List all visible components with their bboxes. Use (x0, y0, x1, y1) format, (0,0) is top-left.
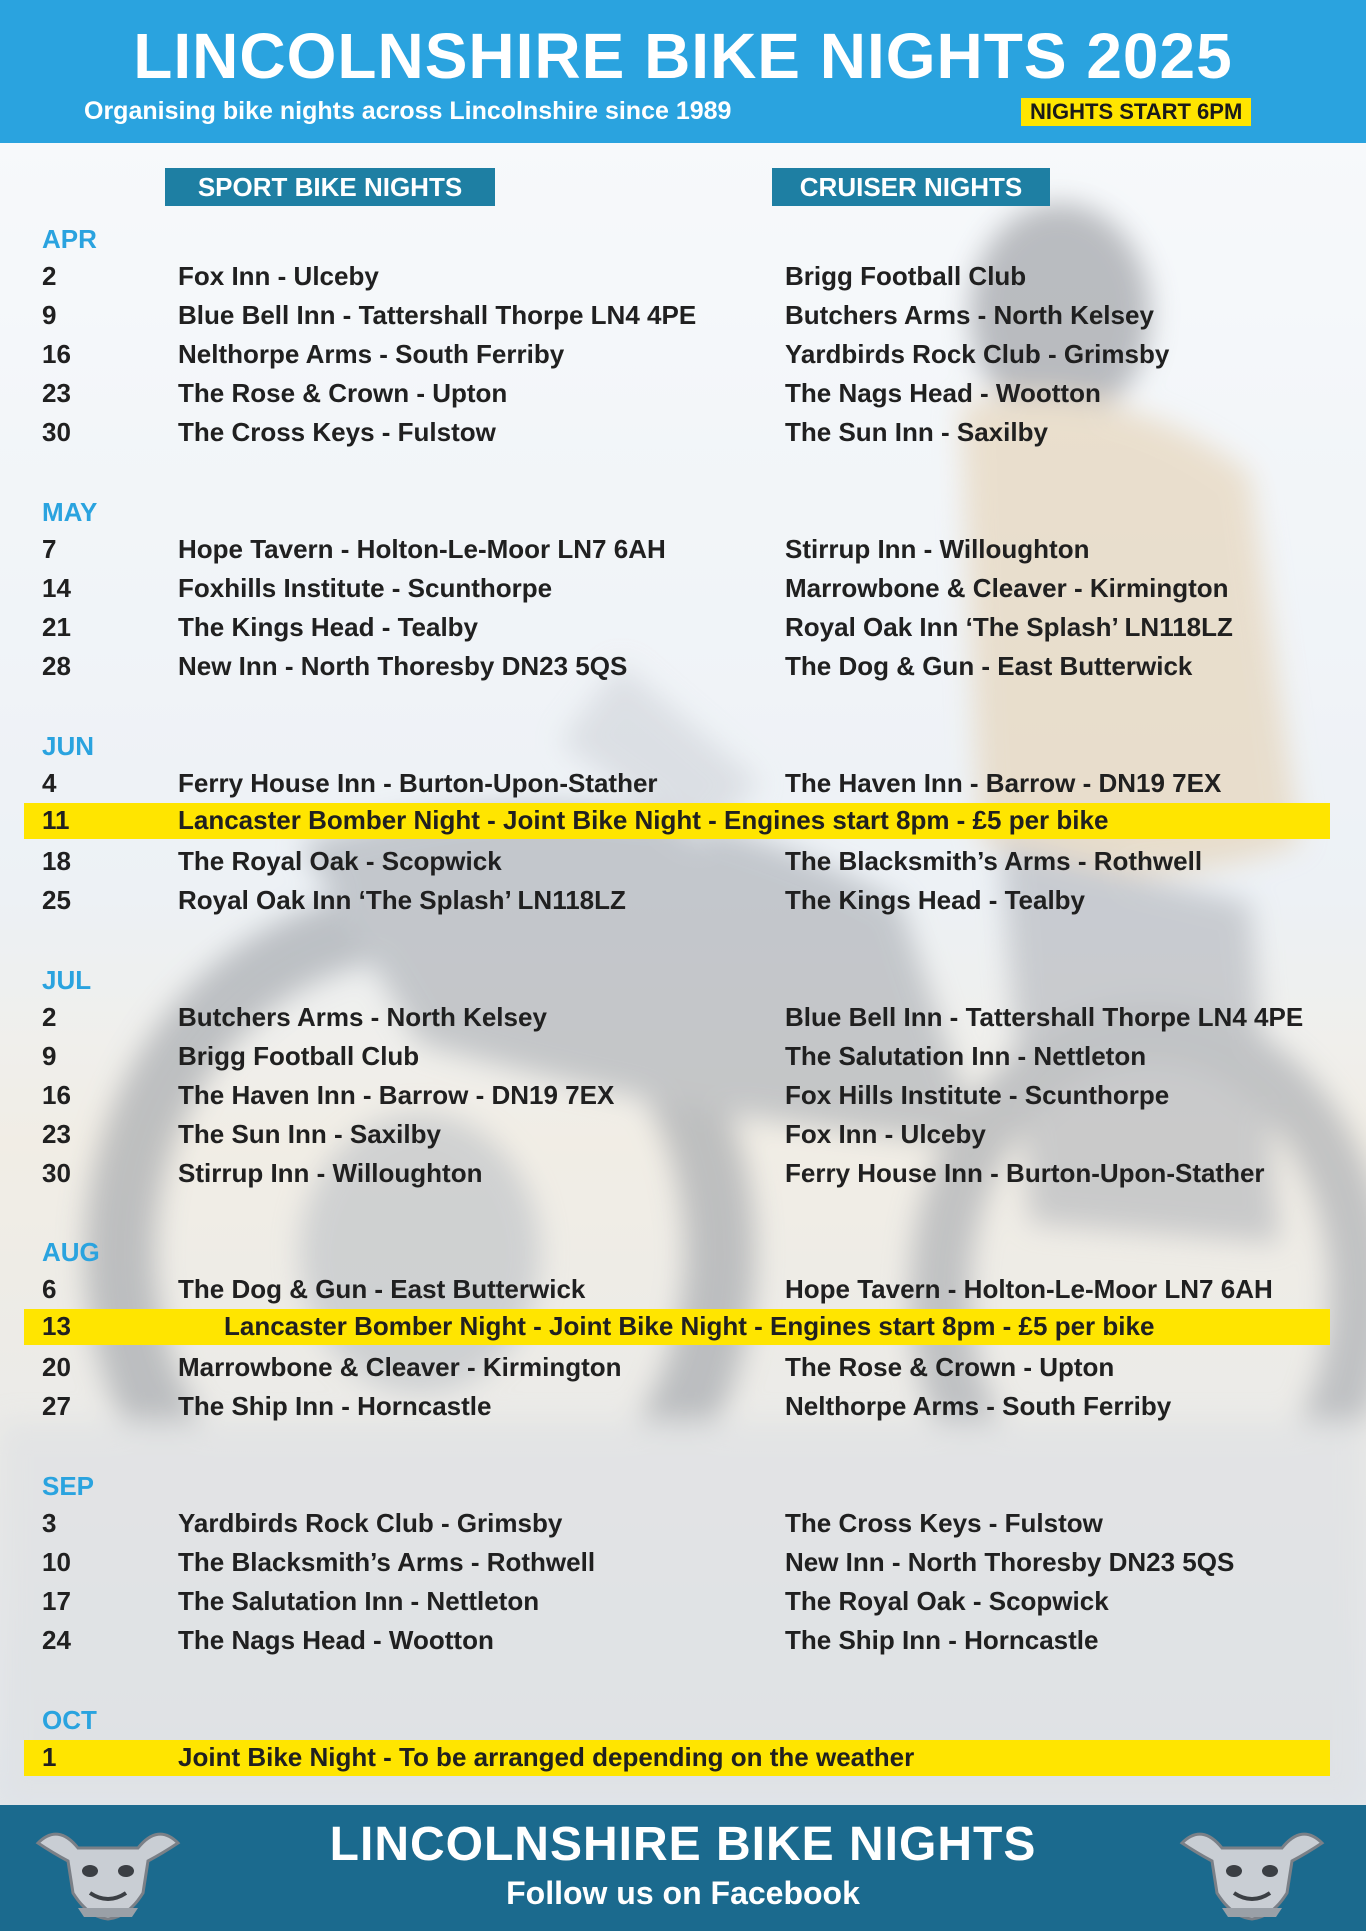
poster-title: LINCOLNSHIRE BIKE NIGHTS 2025 (133, 20, 1233, 92)
sport-venue: The Salutation Inn - Nettleton (178, 1586, 540, 1616)
month-label-may: MAY (42, 497, 98, 527)
schedule-row (0, 649, 1366, 683)
row-date: 4 (42, 768, 57, 798)
joint-night-row (24, 803, 1330, 839)
sport-venue: The Blacksmith’s Arms - Rothwell (178, 1547, 596, 1577)
cruiser-venue: Fox Inn - Ulceby (785, 1119, 986, 1149)
row-date: 21 (42, 612, 71, 642)
schedule-row (0, 1389, 1366, 1423)
cruiser-venue: The Sun Inn - Saxilby (785, 417, 1048, 447)
sport-venue: The Royal Oak - Scopwick (178, 846, 502, 876)
cruiser-venue: The Kings Head - Tealby (785, 885, 1086, 915)
schedule-row (0, 1545, 1366, 1579)
schedule (0, 143, 1366, 1805)
sport-venue: Butchers Arms - North Kelsey (178, 1002, 547, 1032)
sport-venue: Stirrup Inn - Willoughton (178, 1158, 483, 1188)
row-date: 9 (42, 300, 57, 330)
cruiser-venue: The Dog & Gun - East Butterwick (785, 651, 1193, 681)
sport-venue: Fox Inn - Ulceby (178, 261, 379, 291)
row-date: 2 (42, 261, 57, 291)
bull-mascot-icon (1172, 1813, 1332, 1923)
sport-venue: Nelthorpe Arms - South Ferriby (178, 339, 565, 369)
cruiser-venue: Fox Hills Institute - Scunthorpe (785, 1080, 1170, 1110)
row-date: 16 (42, 1080, 71, 1110)
start-time-badge: NIGHTS START 6PM (1021, 98, 1251, 126)
row-date: 3 (42, 1508, 57, 1538)
schedule-row (0, 1078, 1366, 1112)
row-date: 17 (42, 1586, 71, 1616)
sport-venue: Marrowbone & Cleaver - Kirmington (178, 1352, 622, 1382)
joint-night-text: Lancaster Bomber Night - Joint Bike Night - Engines start 8pm - £5 per bike (224, 1311, 1155, 1341)
sport-venue: The Sun Inn - Saxilby (178, 1119, 441, 1149)
row-date: 6 (42, 1274, 57, 1304)
cruiser-venue: Ferry House Inn - Burton-Upon-Stather (785, 1158, 1265, 1188)
cruiser-venue: The Cross Keys - Fulstow (785, 1508, 1103, 1538)
sport-venue: Hope Tavern - Holton-Le-Moor LN7 6AH (178, 534, 666, 564)
sport-venue: Foxhills Institute - Scunthorpe (178, 573, 553, 603)
row-date: 30 (42, 417, 71, 447)
cruiser-venue: Butchers Arms - North Kelsey (785, 300, 1154, 330)
schedule-row (0, 376, 1366, 410)
poster-header (0, 0, 1366, 143)
row-date: 28 (42, 651, 71, 681)
schedule-row (0, 610, 1366, 644)
cruiser-venue: The Salutation Inn - Nettleton (785, 1041, 1147, 1071)
sport-venue: The Rose & Crown - Upton (178, 378, 508, 408)
month-label-sep: SEP (42, 1471, 95, 1501)
joint-night-text: Joint Bike Night - To be arranged depending on the weather (178, 1742, 915, 1772)
cruiser-venue: Marrowbone & Cleaver - Kirmington (785, 573, 1229, 603)
month-label-aug: AUG (42, 1237, 100, 1267)
schedule-row (0, 532, 1366, 566)
schedule-row (0, 1506, 1366, 1540)
cruiser-venue: Nelthorpe Arms - South Ferriby (785, 1391, 1172, 1421)
sport-venue: The Dog & Gun - East Butterwick (178, 1274, 586, 1304)
row-date: 2 (42, 1002, 57, 1032)
schedule-row (0, 883, 1366, 917)
schedule-row (0, 1350, 1366, 1384)
cruiser-venue: The Haven Inn - Barrow - DN19 7EX (785, 768, 1222, 798)
joint-night-row (24, 1740, 1330, 1776)
row-date: 16 (42, 339, 71, 369)
sport-venue: The Cross Keys - Fulstow (178, 417, 496, 447)
schedule-row (0, 1000, 1366, 1034)
cruiser-venue: Hope Tavern - Holton-Le-Moor LN7 6AH (785, 1274, 1273, 1304)
cruiser-venue: Blue Bell Inn - Tattershall Thorpe LN4 4PE (785, 1002, 1304, 1032)
month-label-jun: JUN (42, 731, 95, 761)
schedule-row (0, 571, 1366, 605)
schedule-row (0, 766, 1366, 800)
month-label-jul: JUL (42, 965, 92, 995)
row-date: 23 (42, 378, 71, 408)
schedule-row (0, 259, 1366, 293)
row-date: 11 (42, 805, 70, 835)
schedule-row (0, 1117, 1366, 1151)
poster-footer (0, 1805, 1366, 1931)
joint-night-text: Lancaster Bomber Night - Joint Bike Night - Engines start 8pm - £5 per bike (178, 805, 1109, 835)
month-label-oct: OCT (42, 1705, 97, 1735)
row-date: 24 (42, 1625, 71, 1655)
schedule-row (0, 1039, 1366, 1073)
sport-venue: New Inn - North Thoresby DN23 5QS (178, 651, 628, 681)
row-date: 18 (42, 846, 71, 876)
month-label-apr: APR (42, 224, 97, 254)
cruiser-nights-heading: CRUISER NIGHTS (772, 168, 1050, 206)
sport-venue: Brigg Football Club (178, 1041, 420, 1071)
row-date: 7 (42, 534, 57, 564)
row-date: 25 (42, 885, 71, 915)
row-date: 1 (42, 1742, 57, 1772)
schedule-row (0, 1584, 1366, 1618)
row-date: 13 (42, 1311, 71, 1341)
sport-bike-nights-heading: SPORT BIKE NIGHTS (165, 168, 495, 206)
schedule-row (0, 1156, 1366, 1190)
row-date: 9 (42, 1041, 57, 1071)
cruiser-venue: The Royal Oak - Scopwick (785, 1586, 1109, 1616)
facebook-follow-text: Follow us on Facebook (506, 1875, 860, 1911)
sport-venue: The Haven Inn - Barrow - DN19 7EX (178, 1080, 615, 1110)
row-date: 27 (42, 1391, 71, 1421)
sport-venue: The Kings Head - Tealby (178, 612, 479, 642)
schedule-row (0, 415, 1366, 449)
cruiser-venue: The Nags Head - Wootton (785, 378, 1101, 408)
schedule-row (0, 1272, 1366, 1306)
cruiser-venue: Yardbirds Rock Club - Grimsby (785, 339, 1170, 369)
sport-venue: Blue Bell Inn - Tattershall Thorpe LN4 4PE (178, 300, 697, 330)
schedule-row (0, 337, 1366, 371)
sport-venue: The Nags Head - Wootton (178, 1625, 494, 1655)
cruiser-venue: The Rose & Crown - Upton (785, 1352, 1115, 1382)
schedule-row (0, 298, 1366, 332)
row-date: 14 (42, 573, 71, 603)
poster-subtitle: Organising bike nights across Lincolnshire since 1989 (84, 97, 732, 125)
cruiser-venue: Stirrup Inn - Willoughton (785, 534, 1090, 564)
schedule-row (0, 844, 1366, 878)
row-date: 30 (42, 1158, 71, 1188)
row-date: 10 (42, 1547, 71, 1577)
schedule-row (0, 1623, 1366, 1657)
sport-venue: Royal Oak Inn ‘The Splash’ LN118LZ (178, 885, 626, 915)
sport-venue: The Ship Inn - Horncastle (178, 1391, 492, 1421)
cruiser-venue: New Inn - North Thoresby DN23 5QS (785, 1547, 1235, 1577)
row-date: 20 (42, 1352, 71, 1382)
footer-title: LINCOLNSHIRE BIKE NIGHTS (329, 1818, 1037, 1871)
cruiser-venue: The Blacksmith’s Arms - Rothwell (785, 846, 1203, 876)
sport-venue: Ferry House Inn - Burton-Upon-Stather (178, 768, 658, 798)
sport-venue: Yardbirds Rock Club - Grimsby (178, 1508, 563, 1538)
row-date: 23 (42, 1119, 71, 1149)
cruiser-venue: Royal Oak Inn ‘The Splash’ LN118LZ (785, 612, 1233, 642)
joint-night-row (24, 1309, 1330, 1345)
cruiser-venue: The Ship Inn - Horncastle (785, 1625, 1099, 1655)
cruiser-venue: Brigg Football Club (785, 261, 1027, 291)
